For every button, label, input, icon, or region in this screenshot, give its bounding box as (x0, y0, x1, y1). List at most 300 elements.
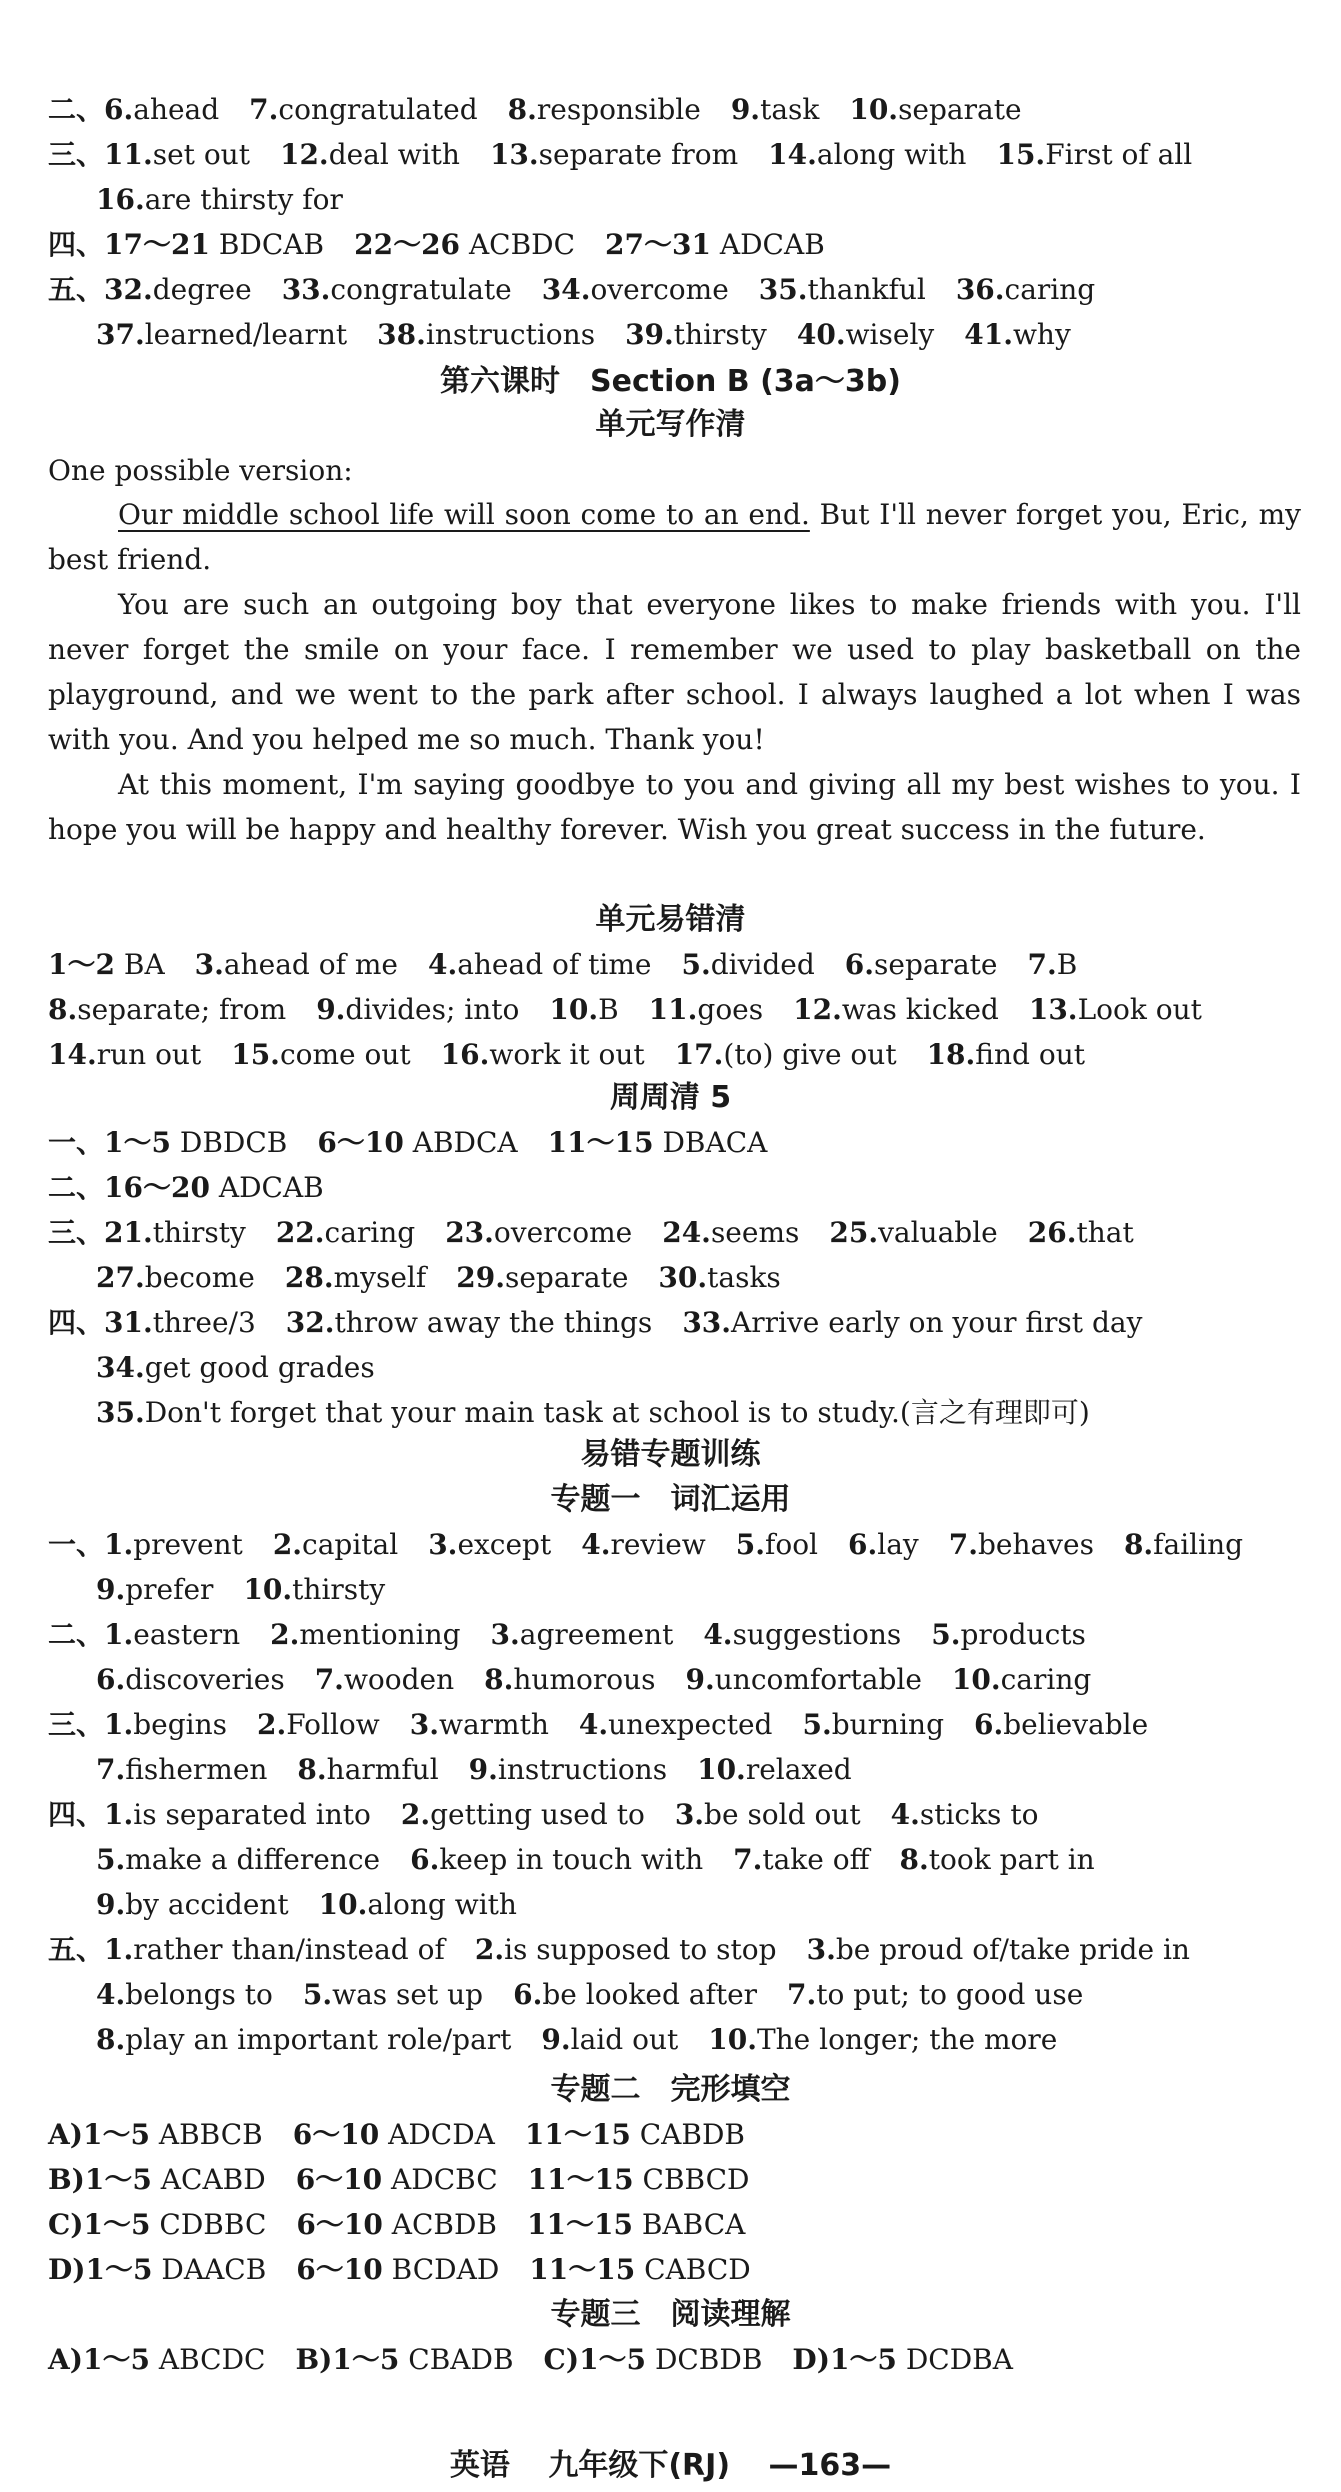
section-marker: 四、 (48, 228, 105, 261)
answer-text: Arrive early on your first day (731, 1306, 1143, 1339)
question-number: 3. (409, 1708, 439, 1741)
answer-item (410, 1840, 703, 1880)
answer-text: caring (1000, 1663, 1092, 1696)
question-number: 6. (974, 1708, 1004, 1741)
answer-item (807, 1930, 1190, 1970)
answer-text: responsible (536, 93, 701, 126)
answer-text: caring (1004, 273, 1096, 306)
answer-item (96, 1393, 1090, 1433)
answer-item (104, 225, 324, 265)
answer-item (625, 315, 767, 355)
question-number: 14. (48, 1038, 97, 1071)
answer-line (48, 1303, 1301, 1343)
question-number: 7. (948, 1528, 978, 1561)
answer-item (428, 945, 652, 985)
answer-item (445, 1213, 632, 1253)
answer-text: failing (1153, 1528, 1244, 1561)
answer-text: First of all (1045, 138, 1193, 171)
answer-text: keep in touch with (439, 1843, 704, 1876)
answer-item (104, 1303, 256, 1343)
question-number: 14. (768, 138, 817, 171)
answer-line (96, 1258, 1301, 1298)
answer-item (1027, 945, 1077, 985)
answer-text: to put; to good use (816, 1978, 1084, 2011)
answer-text: DBDCB (179, 1126, 288, 1159)
answer-text: by accident (125, 1888, 289, 1921)
answer-text: BABCA (641, 2208, 746, 2241)
question-number: 10. (708, 2023, 757, 2056)
answer-text: work it out (489, 1038, 645, 1071)
answer-text: goes (697, 993, 764, 1026)
question-number: C)1～5 (543, 2343, 647, 2376)
answer-item (797, 315, 934, 355)
answer-item (317, 1123, 517, 1163)
answer-text: CBADB (408, 2343, 514, 2376)
topic1-heading: 专题一 词汇运用 (550, 1482, 791, 1517)
answer-item (83, 2115, 263, 2155)
question-number: 9. (730, 93, 761, 126)
answer-item (104, 1795, 371, 1835)
answer-text: took part in (928, 1843, 1095, 1876)
answer-text: believable (1003, 1708, 1149, 1741)
answer-item (768, 135, 966, 175)
answer-item (849, 90, 1021, 130)
answer-item (542, 270, 729, 310)
answer-item (296, 2160, 498, 2200)
answer-item (441, 1035, 645, 1075)
question-number: 5. (802, 1708, 832, 1741)
answer-item (541, 2020, 678, 2060)
question-number: 7. (314, 1663, 344, 1696)
answer-text: BDCAB (218, 228, 325, 261)
question-number: 3. (428, 1528, 458, 1561)
question-number: 10. (951, 1663, 1001, 1696)
question-number: 6～10 (296, 2253, 383, 2286)
answer-text: thirsty (673, 318, 767, 351)
answer-text: lay (877, 1528, 919, 1561)
topic3-heading: 专题三 阅读理解 (550, 2297, 791, 2332)
answer-text: seems (710, 1216, 800, 1249)
answer-line (48, 1615, 1301, 1655)
answer-text: along with (816, 138, 967, 171)
answer-item (1028, 1213, 1134, 1253)
question-number: 8. (297, 1753, 327, 1786)
answer-item (686, 1660, 922, 1700)
question-number: 30. (658, 1261, 708, 1294)
answer-text: DCDBA (905, 2343, 1013, 2376)
answer-line (48, 990, 1301, 1030)
footer-subject: 英语 (449, 2448, 510, 2483)
answer-line (96, 1975, 1301, 2015)
answer-item (974, 1705, 1148, 1745)
answer-line (48, 2115, 1301, 2155)
answer-text: burning (831, 1708, 945, 1741)
answer-item (759, 270, 926, 310)
answer-text: ABCDC (158, 2343, 266, 2376)
question-number: 7. (249, 93, 279, 126)
answer-text: instructions (497, 1753, 668, 1786)
question-number: 11～15 (527, 2208, 633, 2241)
answer-line (96, 1885, 1301, 1925)
question-number: 16. (440, 1038, 490, 1071)
section-marker: 二、 (48, 93, 105, 126)
question-number: 8. (484, 1663, 514, 1696)
answer-text: was set up (332, 1978, 484, 2011)
answer-text: Follow (286, 1708, 380, 1741)
answer-item (845, 945, 998, 985)
answer-text: (to) give out (723, 1038, 897, 1071)
answer-item (675, 1035, 897, 1075)
answer-line (48, 1168, 1301, 1208)
answer-item (249, 90, 478, 130)
special-heading: 易错专题训练 (580, 1437, 761, 1472)
essay-paragraph-1 (48, 492, 1301, 582)
question-number: 11. (104, 138, 153, 171)
question-number: 6～10 (296, 2208, 383, 2241)
question-number: 32. (104, 273, 153, 306)
answer-text: B (1056, 948, 1078, 981)
answer-line (48, 1123, 1301, 1163)
answer-item (257, 1705, 380, 1745)
answer-line (48, 1035, 1301, 1075)
answer-item (377, 315, 595, 355)
answer-item (276, 1213, 415, 1253)
answer-text: take off (762, 1843, 870, 1876)
answer-text: overcome (493, 1216, 633, 1249)
answer-item (296, 2250, 499, 2290)
answer-item (96, 2020, 511, 2060)
answer-item (544, 2340, 763, 2380)
answer-text: begins (133, 1708, 228, 1741)
answer-item (964, 315, 1071, 355)
answer-item (96, 180, 343, 220)
answer-text: wisely (845, 318, 935, 351)
question-number: 4. (96, 1978, 126, 2011)
answer-item (792, 2340, 1013, 2380)
answer-item (273, 1525, 398, 1565)
question-number: B)1～5 (295, 2343, 400, 2376)
section-marker: 一、 (48, 1126, 105, 1159)
question-number: 5. (302, 1978, 333, 2011)
answer-item (96, 1840, 380, 1880)
question-number: 4. (703, 1618, 733, 1651)
answer-text: congratulate (330, 273, 512, 306)
question-number: 8. (48, 993, 78, 1026)
question-number: 11～15 (527, 2163, 634, 2196)
answer-text: getting used to (430, 1798, 645, 1831)
question-number: 4. (578, 1708, 609, 1741)
answer-item (525, 2115, 745, 2155)
answer-text: wooden (343, 1663, 455, 1696)
section-marker: 三、 (48, 1216, 105, 1249)
answer-line (48, 945, 1301, 985)
answer-text: relaxed (745, 1753, 852, 1786)
answer-item (48, 1035, 201, 1075)
essay-paragraph-2: You are such an outgoing boy that everyone likes to make friends with you. I'll never forget the smile on your face. I remember we used to play basketball on the playground, and we went to the park after school. I always laughed a lot when I was with you. And you helped me so much. Thank you! (48, 588, 1301, 756)
answer-text: except (457, 1528, 552, 1561)
question-number: 1. (104, 1528, 134, 1561)
answer-text: ACABD (160, 2163, 266, 2196)
question-number: 28. (284, 1261, 334, 1294)
answer-item (891, 1795, 1039, 1835)
section-marker: 五、 (48, 1933, 105, 1966)
question-number: 29. (456, 1261, 505, 1294)
answer-item (527, 2205, 745, 2245)
question-number: 6～10 (295, 2163, 383, 2196)
question-number: 9. (96, 1573, 126, 1606)
answer-text: ahead of me (223, 948, 398, 981)
answer-text: throw away the things (334, 1306, 653, 1339)
answer-item (195, 945, 398, 985)
answer-item (104, 1525, 243, 1565)
answer-text: rather than/instead of (133, 1933, 445, 1966)
answer-text: three/3 (152, 1306, 256, 1339)
answer-item (649, 990, 763, 1030)
question-number: 1. (104, 1708, 134, 1741)
question-number: 35. (96, 1396, 145, 1429)
answer-text: thirsty (292, 1573, 386, 1606)
answer-item (96, 1570, 213, 1610)
answer-text: belongs to (125, 1978, 273, 2011)
section-marker: 三、 (48, 1708, 105, 1741)
answer-text: degree (152, 273, 252, 306)
question-number: 17～21 (104, 228, 210, 261)
answer-text: task (760, 93, 820, 126)
answer-text: capital (302, 1528, 399, 1561)
question-number: 10. (243, 1573, 293, 1606)
question-number: 11～15 (547, 1126, 654, 1159)
question-number: 10. (849, 93, 899, 126)
answer-item (703, 1615, 901, 1655)
section-marker: B) (48, 2163, 85, 2196)
question-number: 36. (955, 273, 1005, 306)
answer-item (104, 90, 219, 130)
question-number: 22～26 (354, 228, 461, 261)
question-number: 5. (735, 1528, 765, 1561)
answer-text: ADCAB (218, 1171, 324, 1204)
question-number: 13. (1028, 993, 1078, 1026)
answer-text: overcome (590, 273, 729, 306)
essay-paragraph-3: At this moment, I'm saying goodbye to you and giving all my best wishes to you. I hope you will be happy and healthy forever. Wish you great success in the future. (48, 768, 1301, 846)
answer-text: DAACB (161, 2253, 267, 2286)
answer-item (952, 1660, 1091, 1700)
answer-item (508, 90, 701, 130)
answer-text: CABCD (644, 2253, 751, 2286)
answer-text: CDBBC (159, 2208, 267, 2241)
answer-item (697, 1750, 852, 1790)
answer-text: agreement (519, 1618, 674, 1651)
question-number: 23. (445, 1216, 494, 1249)
answer-text: is separated into (133, 1798, 371, 1831)
question-number: 2. (270, 1618, 300, 1651)
question-number: 7. (96, 1753, 126, 1786)
essay-underlined-sentence: Our middle school life will soon come to an end. (118, 498, 810, 531)
answer-text: set out (152, 138, 250, 171)
answer-text: be sold out (704, 1798, 861, 1831)
answer-line (96, 1750, 1301, 1790)
answer-line (48, 270, 1301, 310)
answer-text: why (1012, 318, 1071, 351)
answer-text: ahead of time (457, 948, 652, 981)
answer-item (270, 1615, 460, 1655)
answer-line (48, 225, 1301, 265)
question-number: D)1～5 (792, 2343, 897, 2376)
answer-item (231, 1035, 410, 1075)
answer-item (581, 1525, 706, 1565)
answer-line (48, 2250, 1301, 2290)
answer-item (469, 1750, 667, 1790)
answer-item (428, 1525, 551, 1565)
answer-item (549, 990, 618, 1030)
question-number: 8. (1123, 1528, 1154, 1561)
question-number: 4. (890, 1798, 920, 1831)
answer-item (731, 90, 820, 130)
question-number: 6. (848, 1528, 878, 1561)
answer-text: myself (333, 1261, 427, 1294)
answer-text: ABBCB (158, 2118, 263, 2151)
answer-item (282, 270, 512, 310)
question-number: 13. (489, 138, 539, 171)
answer-text: discoveries (125, 1663, 285, 1696)
answer-item (285, 1258, 426, 1298)
question-number: 22. (275, 1216, 325, 1249)
question-number: 10. (697, 1753, 746, 1786)
question-number: 9. (541, 2023, 571, 2056)
answer-text: Don't forget that your main task at school is to study.(言之有理即可) (144, 1396, 1090, 1429)
answer-line (96, 1570, 1301, 1610)
answer-text: suggestions (732, 1618, 902, 1651)
answer-item (104, 1705, 227, 1745)
answer-item (48, 945, 165, 985)
answer-text: run out (96, 1038, 202, 1071)
answer-item (316, 990, 519, 1030)
answer-line (48, 1930, 1301, 1970)
question-number: 39. (625, 318, 674, 351)
question-number: 15. (996, 138, 1046, 171)
answer-text: divides; into (345, 993, 520, 1026)
question-number: 8. (96, 2023, 126, 2056)
answer-text: CABDB (639, 2118, 745, 2151)
answer-item (491, 1615, 674, 1655)
question-number: 27. (96, 1261, 145, 1294)
question-number: 10. (549, 993, 599, 1026)
answer-item (243, 1570, 385, 1610)
answer-text: B (598, 993, 619, 1026)
weekly-heading: 周周清 5 (609, 1080, 732, 1115)
answer-item (296, 2205, 497, 2245)
question-number: 9. (468, 1753, 498, 1786)
question-number: 1～5 (84, 2163, 152, 2196)
answer-item (96, 1975, 273, 2015)
question-number: 11～15 (529, 2253, 636, 2286)
answer-line (96, 1840, 1301, 1880)
question-number: 1～5 (104, 1126, 171, 1159)
answer-text: deal with (328, 138, 460, 171)
answer-item (490, 135, 738, 175)
question-number: 2. (257, 1708, 287, 1741)
answer-line (48, 1705, 1301, 1745)
answer-item (658, 1258, 780, 1298)
answer-text: eastern (133, 1618, 241, 1651)
section-marker: 三、 (48, 138, 105, 171)
answer-text: DBACA (662, 1126, 768, 1159)
answer-line (48, 1213, 1301, 1253)
answer-text: become (144, 1261, 255, 1294)
question-number: 1. (104, 1618, 134, 1651)
answer-item (681, 945, 814, 985)
answer-item (48, 990, 286, 1030)
answer-text: warmth (439, 1708, 549, 1741)
answer-item (456, 1258, 628, 1298)
answer-text: was kicked (841, 993, 999, 1026)
answer-text: are thirsty for (144, 183, 343, 216)
answer-line (48, 1795, 1301, 1835)
answer-text: valuable (878, 1216, 998, 1249)
answer-text: ACBDB (391, 2208, 497, 2241)
answer-text: mentioning (299, 1618, 461, 1651)
question-number: 33. (281, 273, 331, 306)
section-marker: 四、 (48, 1798, 105, 1831)
answer-item (927, 1035, 1085, 1075)
section-marker: A) (48, 2118, 83, 2151)
question-number: 18. (926, 1038, 976, 1071)
answer-item (401, 1795, 645, 1835)
question-number: 35. (758, 273, 808, 306)
answer-item (104, 1123, 287, 1163)
question-number: 6～10 (317, 1126, 404, 1159)
question-number: 40. (796, 318, 846, 351)
answer-text: separate; from (77, 993, 287, 1026)
question-number: 17. (674, 1038, 724, 1071)
answer-item (900, 1840, 1095, 1880)
section-marker: 一、 (48, 1528, 105, 1561)
question-number: 3. (674, 1798, 705, 1831)
page-footer (0, 2440, 1341, 2484)
question-number: 4. (427, 948, 458, 981)
question-number: 5. (931, 1618, 961, 1651)
answer-text: separate (504, 1261, 629, 1294)
question-number: 11. (648, 993, 698, 1026)
answer-item (96, 1750, 267, 1790)
question-number: 25. (829, 1216, 879, 1249)
answer-item (104, 1615, 240, 1655)
question-number: 9. (316, 993, 346, 1026)
question-number: 1～5 (83, 2208, 151, 2241)
question-number: 9. (685, 1663, 715, 1696)
question-number: 8. (507, 93, 537, 126)
answer-text: products (960, 1618, 1086, 1651)
answer-item (708, 2020, 1057, 2060)
answer-item (303, 1975, 483, 2015)
question-number: 5. (96, 1843, 126, 1876)
answer-item (513, 1975, 757, 2015)
answer-item (736, 1525, 818, 1565)
answer-text: play an important role/part (125, 2023, 512, 2056)
answer-line (48, 2205, 1301, 2245)
answer-item (354, 225, 575, 265)
question-number: 1. (104, 1798, 134, 1831)
answer-text: fishermen (125, 1753, 268, 1786)
topic2-heading: 专题二 完形填空 (550, 2072, 791, 2107)
answer-line (96, 315, 1301, 355)
answer-text: thirsty (152, 1216, 246, 1249)
question-number: 2. (272, 1528, 303, 1561)
answer-line (96, 180, 1301, 220)
mistakes-heading: 单元易错清 (595, 902, 746, 937)
answer-text: laid out (570, 2023, 679, 2056)
question-number: 34. (96, 1351, 145, 1384)
question-number: 11～15 (524, 2118, 631, 2151)
